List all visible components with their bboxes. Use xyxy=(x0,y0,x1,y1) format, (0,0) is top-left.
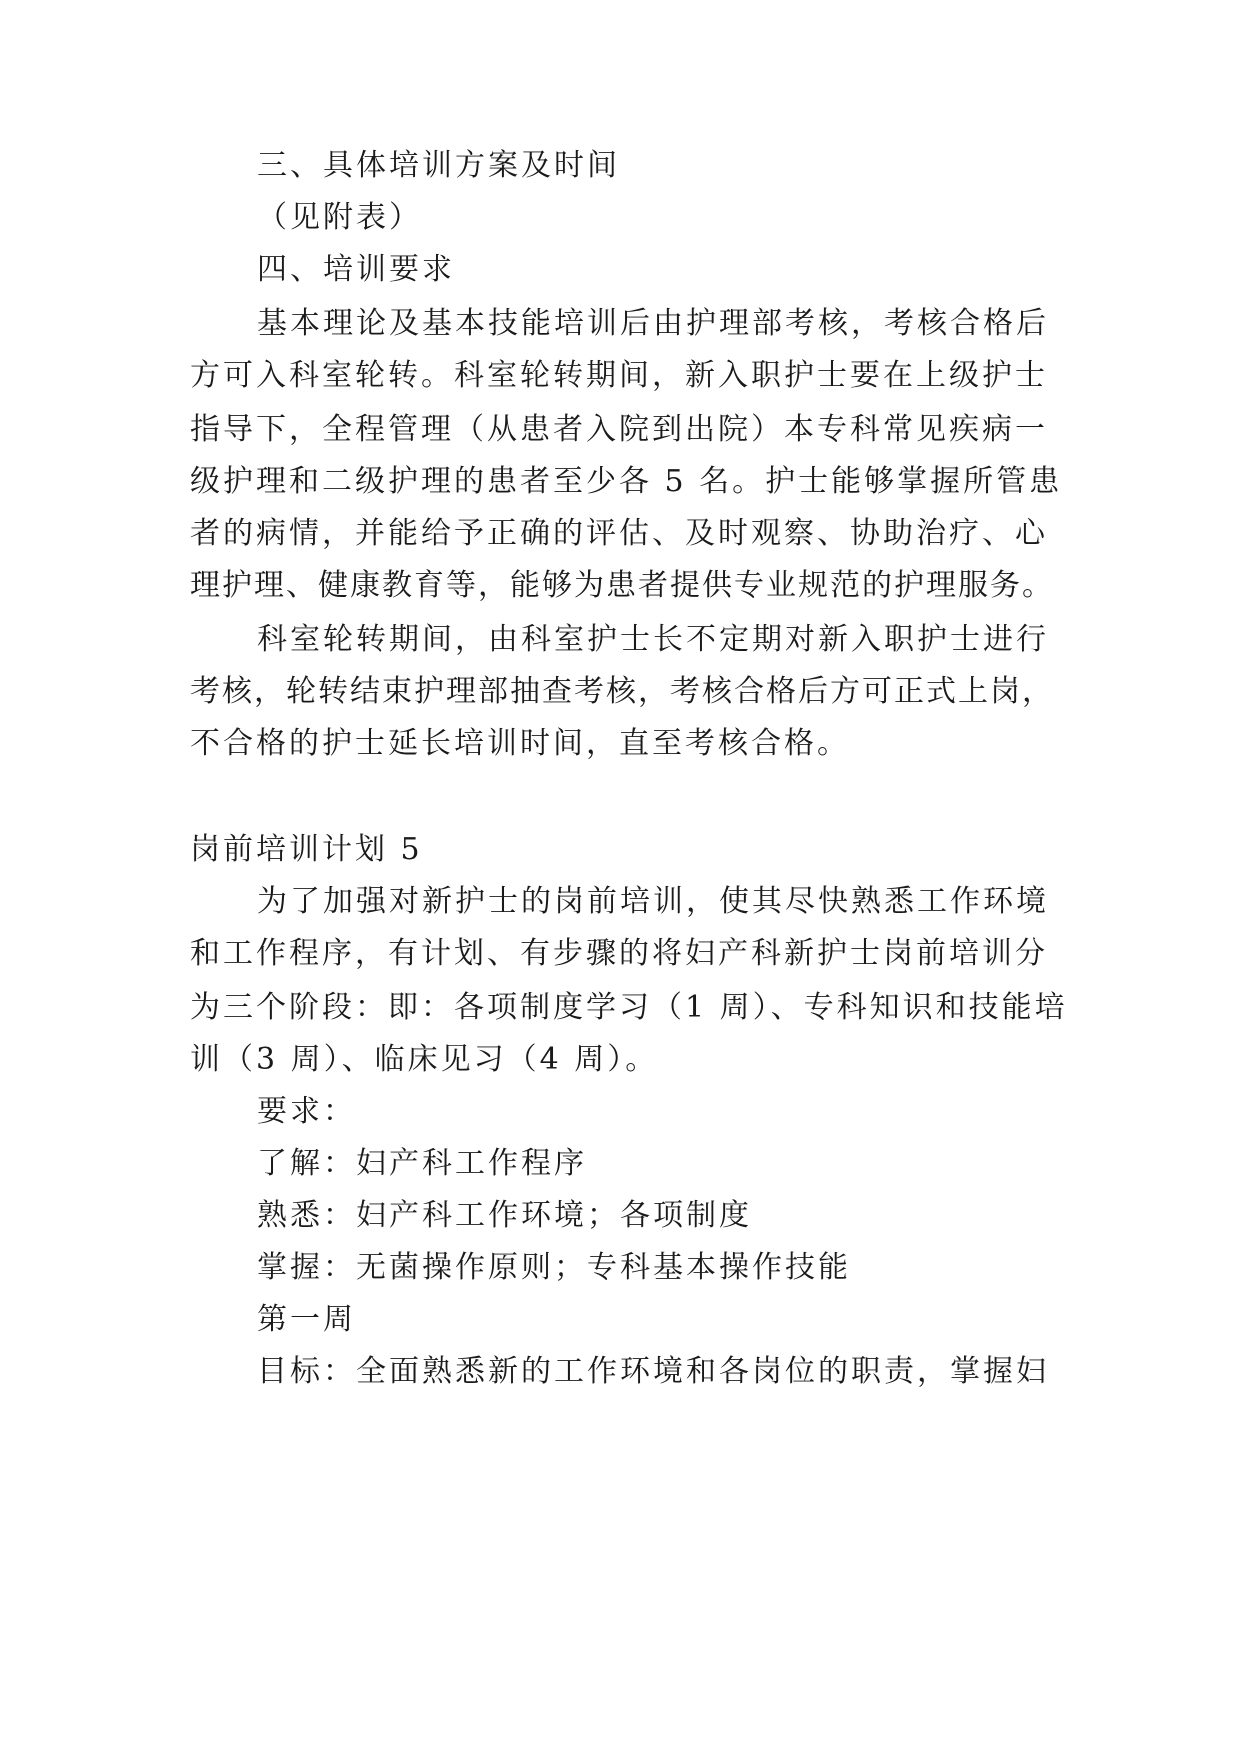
paragraph-line: 基本理论及基本技能培训后由护理部考核，考核合格后 xyxy=(257,306,1049,341)
requirement-familiar: 熟悉：妇产科工作环境；各项制度 xyxy=(257,1198,752,1233)
requirement-understand: 了解：妇产科工作程序 xyxy=(257,1146,587,1181)
requirements-label: 要求： xyxy=(257,1094,356,1129)
paragraph-line: 为了加强对新护士的岗前培训，使其尽快熟悉工作环境 xyxy=(257,884,1049,919)
paragraph-line: 不合格的护士延长培训时间，直至考核合格。 xyxy=(190,726,850,761)
paragraph-line: 者的病情，并能给予正确的评估、及时观察、协助治疗、心 xyxy=(190,516,1048,551)
paragraph-line: 方可入科室轮转。科室轮转期间，新入职护士要在上级护士 xyxy=(190,358,1048,393)
see-appendix-note: （见附表） xyxy=(257,200,422,235)
paragraph-line: 为三个阶段：即：各项制度学习（1 周）、专科知识和技能培 xyxy=(190,990,1068,1025)
paragraph-line: 理护理、健康教育等，能够为患者提供专业规范的护理服务。 xyxy=(190,568,1054,603)
paragraph-line: 和工作程序，有计划、有步骤的将妇产科新护士岗前培训分 xyxy=(190,936,1048,971)
paragraph-line: 训（3 周）、临床见习（4 周）。 xyxy=(190,1042,659,1077)
paragraph-line: 指导下，全程管理（从患者入院到出院）本专科常见疾病一 xyxy=(190,412,1048,447)
section-heading-3: 三、具体培训方案及时间 xyxy=(257,148,620,183)
week-one-heading: 第一周 xyxy=(257,1302,356,1337)
requirement-master: 掌握：无菌操作原则；专科基本操作技能 xyxy=(257,1250,851,1285)
week-one-goal: 目标：全面熟悉新的工作环境和各岗位的职责，掌握妇 xyxy=(257,1354,1049,1389)
paragraph-line: 考核，轮转结束护理部抽查考核，考核合格后方可正式上岗， xyxy=(190,674,1054,709)
paragraph-line: 级护理和二级护理的患者至少各 5 名。护士能够掌握所管患 xyxy=(190,464,1063,499)
paragraph-line: 科室轮转期间，由科室护士长不定期对新入职护士进行 xyxy=(257,622,1049,657)
section-heading-4: 四、培训要求 xyxy=(257,252,455,287)
plan-title: 岗前培训计划 5 xyxy=(190,832,423,867)
